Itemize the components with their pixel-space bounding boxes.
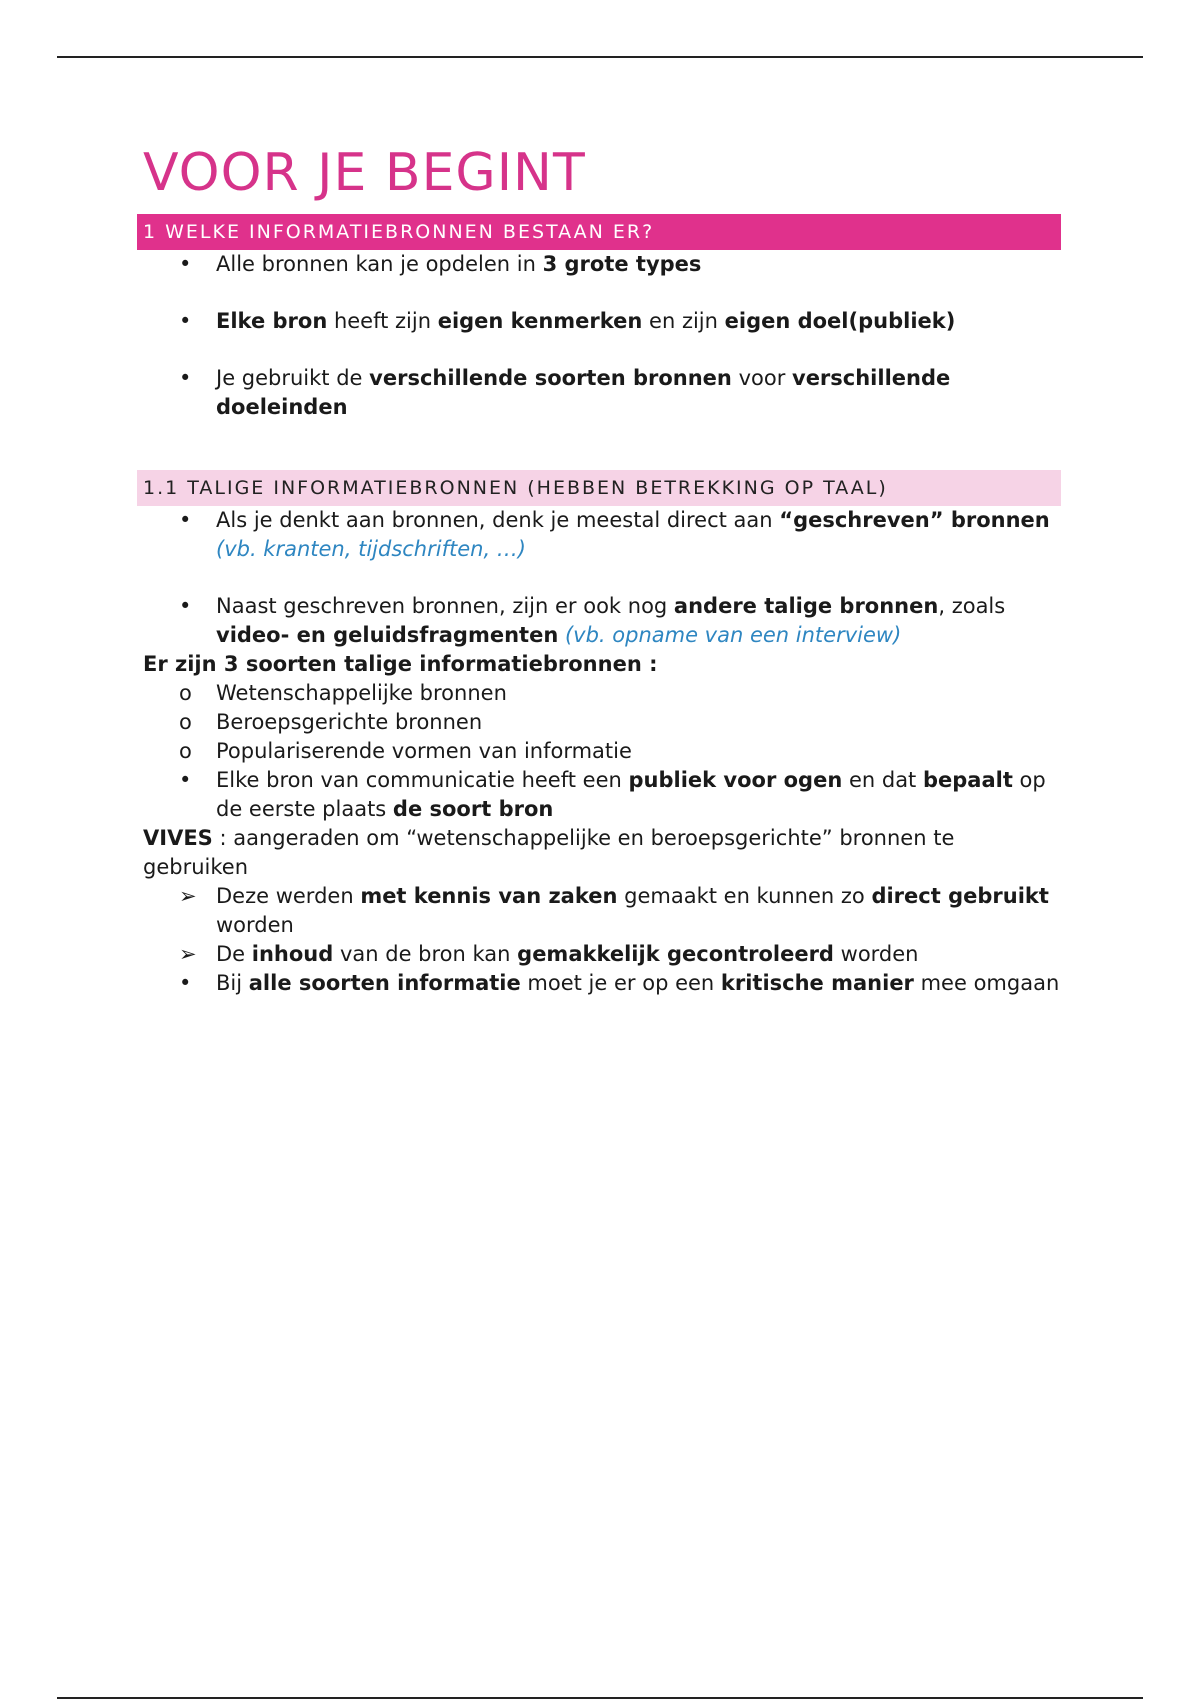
bullet-icon: • (179, 252, 192, 276)
page-title: VOOR JE BEGINT (143, 143, 586, 203)
list-item: • Als je denkt aan bronnen, denk je meestal direct aan “geschreven” bronnen (vb. kranten, tijdschriften, …) (179, 508, 1050, 561)
footer-rule (57, 1697, 1143, 1699)
list-item: o Beroepsgerichte bronnen (143, 708, 1063, 737)
bullet-icon: • (179, 508, 192, 532)
list-item: ➢ De inhoud van de bron kan gemakkelijk gecontroleerd worden (143, 940, 1063, 969)
bullet-icon: • (179, 768, 192, 792)
section-heading-1: 1 WELKE INFORMATIEBRONNEN BESTAAN ER? (137, 214, 1061, 250)
circle-bullet-icon: o (179, 710, 192, 734)
list-item: • Alle bronnen kan je opdelen in 3 grote types (143, 250, 1063, 279)
section11-bullets-b (143, 766, 1063, 824)
header-rule (57, 56, 1143, 58)
arrow-bullet-icon: ➢ (179, 942, 197, 966)
bullet-icon: • (179, 366, 192, 390)
vives-note: VIVES : aangeraden om “wetenschappelijke en beroepsgerichte” bronnen te gebruiken (143, 826, 955, 879)
list-item: ➢ Deze werden met kennis van zaken gemaakt en kunnen zo direct gebruikt worden (179, 884, 1049, 937)
types-list (143, 679, 1063, 766)
document-body (143, 140, 1063, 998)
list-item: • Bij alle soorten informatie moet je er op een kritische manier mee omgaan (143, 969, 1063, 998)
types-heading: Er zijn 3 soorten talige informatiebronnen : (143, 652, 658, 676)
arrow-bullet-icon: ➢ (179, 884, 197, 908)
section-heading-1-1: 1.1 TALIGE INFORMATIEBRONNEN (HEBBEN BETREKKING OP TAAL) (137, 470, 1061, 506)
arrow-list (143, 882, 1063, 969)
list-item: o Populariserende vormen van informatie (143, 737, 1063, 766)
section11-bullets-c (143, 969, 1063, 998)
list-item: • Elke bron heeft zijn eigen kenmerken en zijn eigen doel(publiek) (143, 307, 1063, 336)
bullet-icon: • (179, 309, 192, 333)
list-item: • Naast geschreven bronnen, zijn er ook nog andere talige bronnen, zoals video- en geluidsfragmenten (vb. opname van een interview) (179, 594, 1006, 647)
circle-bullet-icon: o (179, 681, 192, 705)
list-item: • Je gebruikt de verschillende soorten bronnen voor verschillende doeleinden (179, 366, 951, 419)
list-item: o Wetenschappelijke bronnen (143, 679, 1063, 708)
section1-bullets (143, 250, 1063, 422)
circle-bullet-icon: o (179, 739, 192, 763)
bullet-icon: • (179, 594, 192, 618)
list-item: • Elke bron van communicatie heeft een publiek voor ogen en dat bepaalt op de eerste plaats de soort bron (179, 768, 1046, 821)
bullet-icon: • (179, 971, 192, 995)
section11-bullets-a (143, 506, 1063, 650)
